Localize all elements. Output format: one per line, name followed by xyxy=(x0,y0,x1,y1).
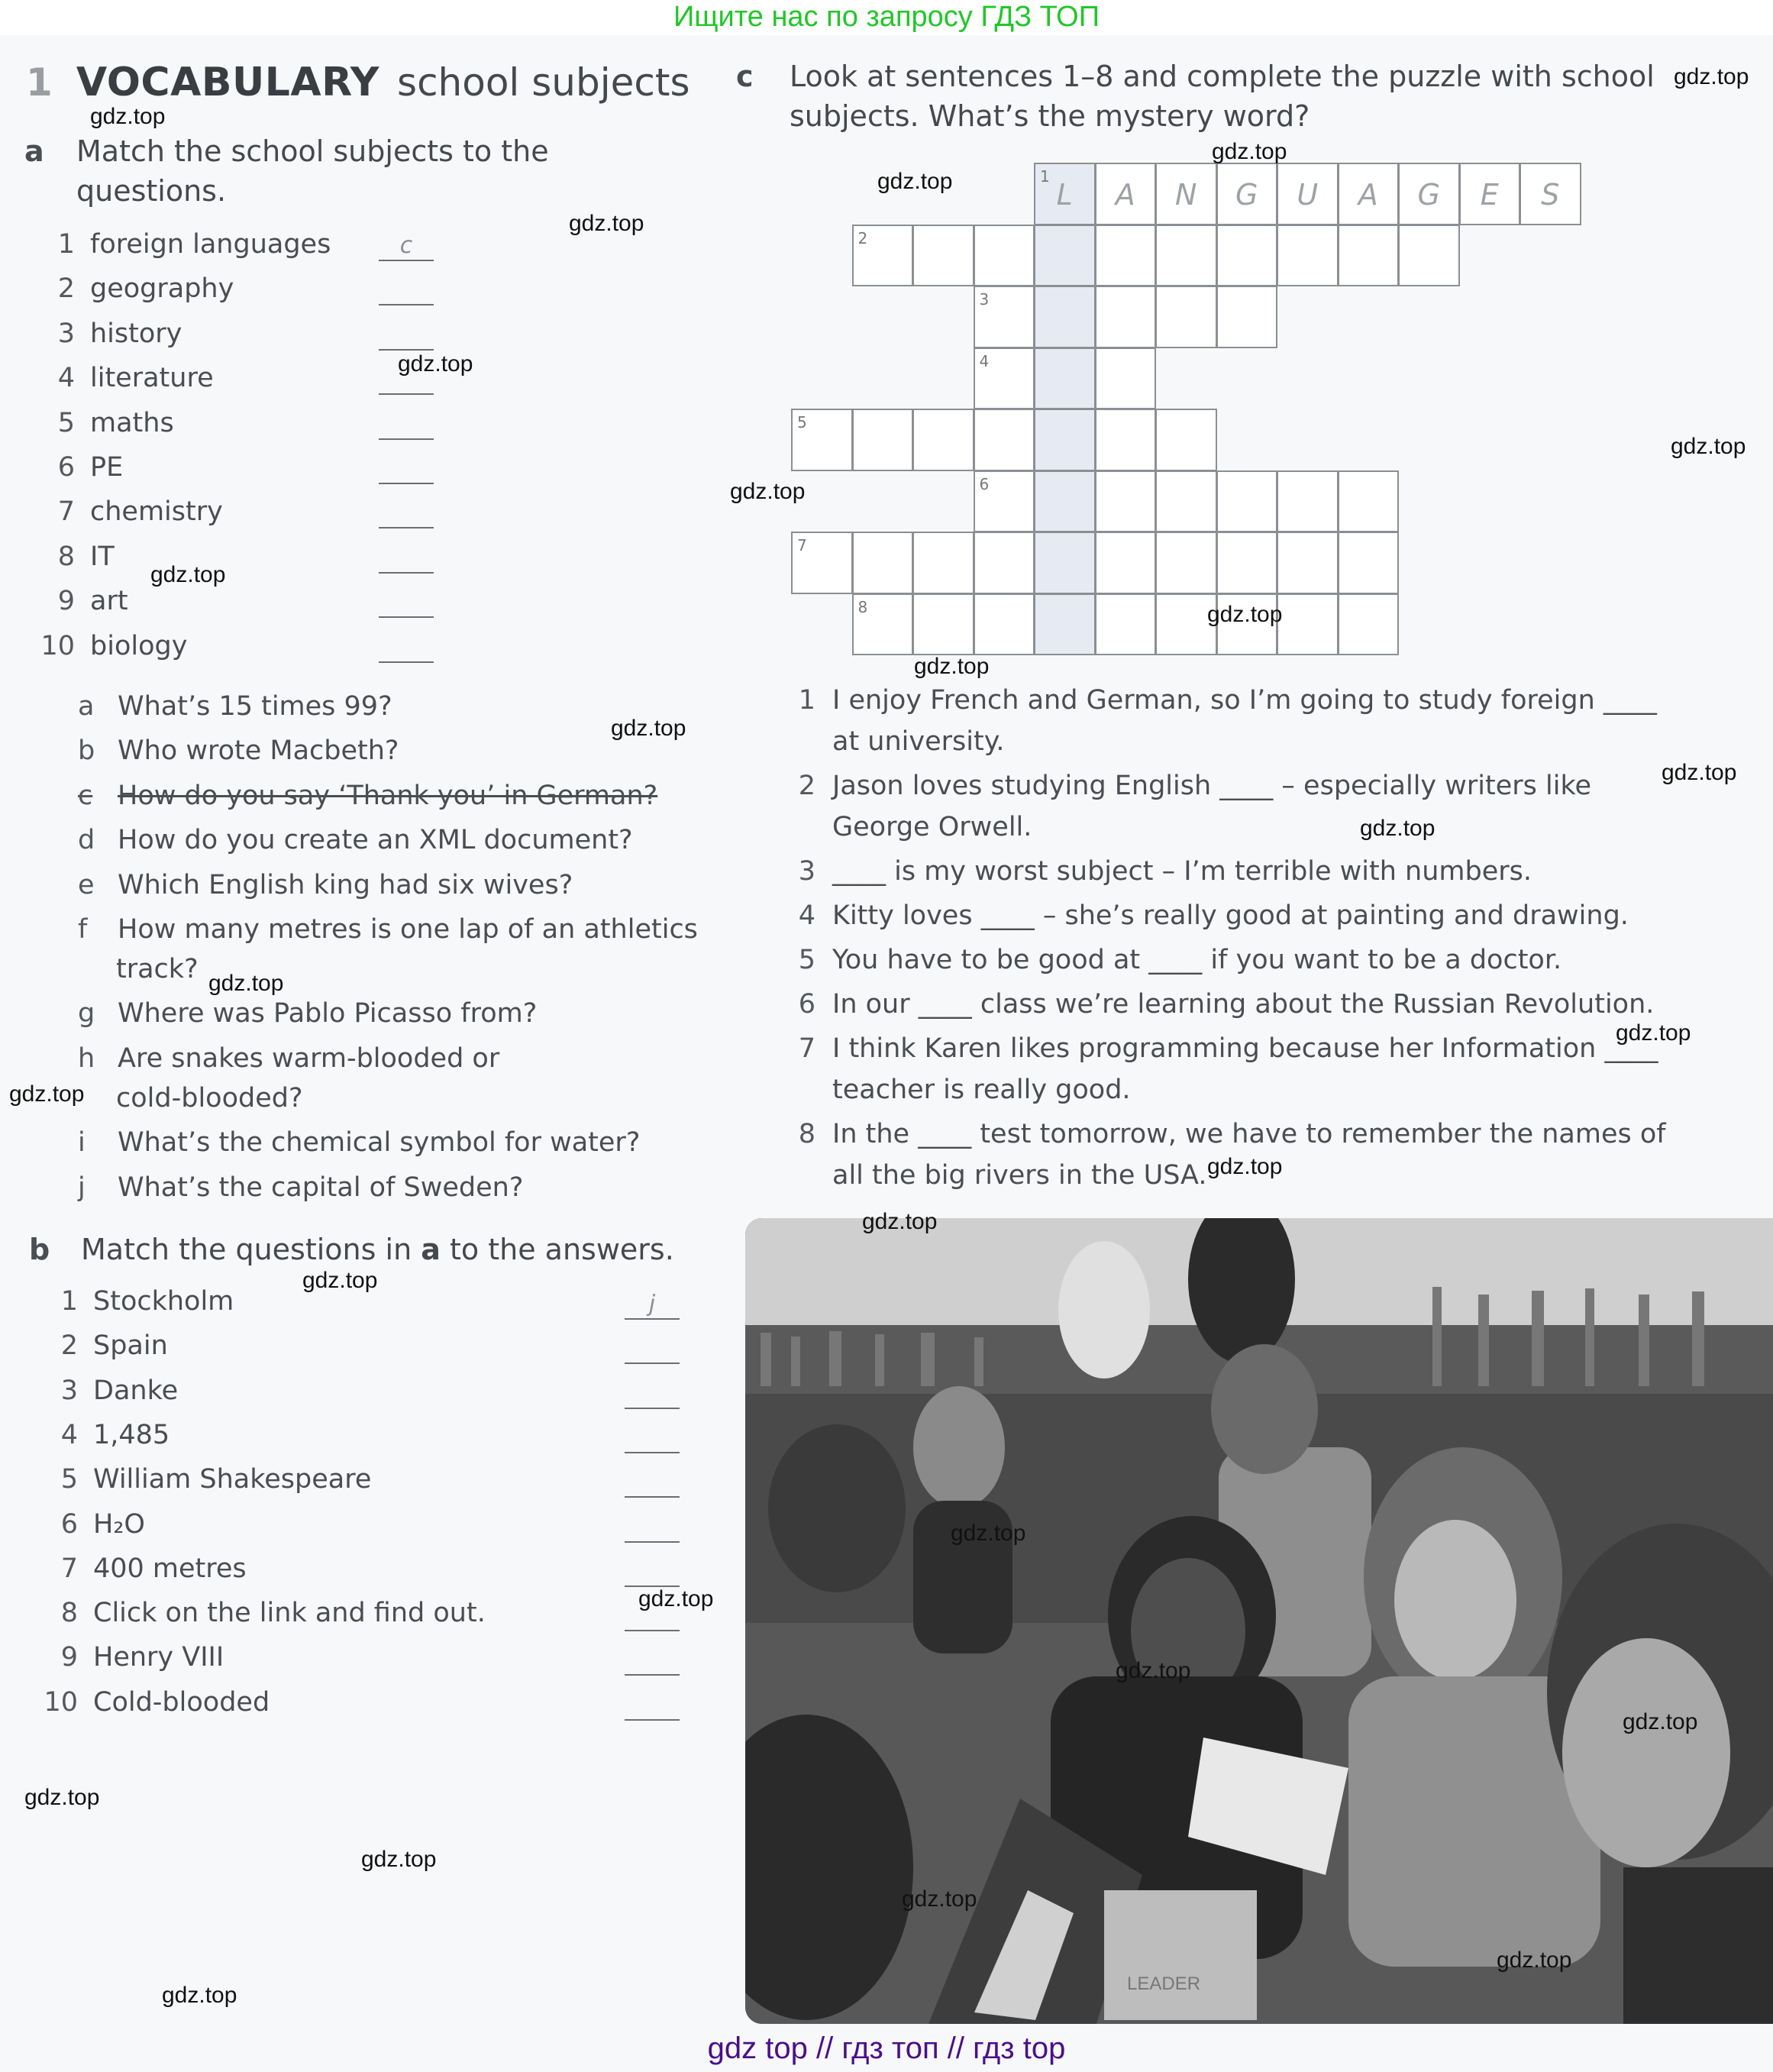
book-cover-text: LEADER xyxy=(1127,1973,1201,1994)
subject-answer-field[interactable] xyxy=(379,411,434,440)
subject-number: 7 xyxy=(57,496,75,528)
subject-number: 10 xyxy=(40,630,75,661)
footer-text: gdz top // гдз топ // гдз top xyxy=(707,2032,1066,2065)
crossword-cell[interactable] xyxy=(1459,163,1521,225)
crossword-cell[interactable] xyxy=(1034,286,1096,348)
sentence-text-continued: teacher is really good. xyxy=(832,1075,1131,1105)
answer-label: 1,485 xyxy=(93,1419,170,1450)
subject-label: PE xyxy=(90,452,124,483)
answer-number: 9 xyxy=(60,1642,78,1673)
crossword-cell[interactable] xyxy=(1095,532,1157,594)
question-item xyxy=(78,691,392,722)
watermark-text: gdz.top xyxy=(951,1521,1026,1546)
answer-label: Henry VIII xyxy=(93,1642,224,1673)
answer-item xyxy=(41,1464,371,1495)
banner-text: Ищите нас по запросу ГДЗ ТОП xyxy=(673,1,1100,33)
crossword-cell[interactable] xyxy=(1034,347,1096,410)
crossword-cell[interactable] xyxy=(1519,163,1581,225)
crossword-letter: A xyxy=(1358,178,1378,212)
crossword-clue-number: 3 xyxy=(979,290,990,309)
question-item xyxy=(78,781,657,811)
subject-answer-field[interactable] xyxy=(379,322,434,351)
subject-answer-field[interactable] xyxy=(379,455,434,484)
sentence-text-continued: all the big rivers in the USA. xyxy=(832,1160,1207,1191)
crossword-cell[interactable] xyxy=(1216,225,1278,287)
answer-number: 1 xyxy=(60,1286,78,1317)
watermark-text: gdz.top xyxy=(1207,1154,1283,1179)
answer-label: Danke xyxy=(93,1375,179,1406)
crossword-cell[interactable] xyxy=(974,470,1035,533)
watermark-text: gdz.top xyxy=(1674,64,1749,89)
crossword-cell[interactable] xyxy=(912,409,974,471)
subject-item xyxy=(38,586,128,616)
answer-number: 10 xyxy=(44,1686,78,1718)
crossword-clue-number: 8 xyxy=(857,597,868,616)
sentence-number: 2 xyxy=(798,771,815,801)
crossword-cell[interactable] xyxy=(1034,225,1096,287)
watermark-text: gdz.top xyxy=(398,351,473,377)
crossword-cell[interactable] xyxy=(1095,286,1157,348)
subject-label: art xyxy=(90,586,128,617)
answer-number: 7 xyxy=(60,1553,78,1584)
crossword-cell[interactable] xyxy=(852,532,914,594)
sentence-number: 8 xyxy=(798,1119,815,1149)
answer-item xyxy=(41,1687,270,1718)
part-b-letter: b xyxy=(29,1233,50,1266)
crossword-cell[interactable] xyxy=(1095,163,1157,225)
subject-item xyxy=(38,496,223,527)
sentence-text-continued: at university. xyxy=(832,726,1005,757)
question-text: Where was Pablo Picasso from? xyxy=(118,998,538,1030)
crossword-letter: N xyxy=(1175,178,1197,212)
sentence-item xyxy=(793,680,1657,721)
crossword-cell[interactable] xyxy=(974,286,1035,348)
crossword-cell[interactable] xyxy=(974,347,1035,410)
crossword-cell[interactable] xyxy=(791,532,853,594)
watermark-text: gdz.top xyxy=(302,1268,378,1293)
subject-label: IT xyxy=(90,541,115,572)
crossword-cell[interactable] xyxy=(1216,286,1278,348)
part-b-text-pre: Match the questions in xyxy=(81,1233,421,1266)
watermark-text: gdz.top xyxy=(1616,1020,1691,1046)
crossword-cell[interactable] xyxy=(1398,225,1460,287)
subject-label: chemistry xyxy=(90,496,223,528)
question-text: Which English king had six wives? xyxy=(118,869,573,900)
question-text: What’s the chemical symbol for water? xyxy=(118,1127,641,1159)
crossword-cell[interactable] xyxy=(1338,532,1400,594)
question-letter: g xyxy=(78,998,95,1030)
part-b-instruction xyxy=(29,1230,674,1269)
section-number: 1 xyxy=(26,60,53,105)
sentence-item xyxy=(793,1028,1658,1069)
sentence-number: 7 xyxy=(798,1033,815,1064)
subject-number: 4 xyxy=(57,363,75,394)
sentence-text: I enjoy French and German, so I’m going to study foreign ____ xyxy=(832,685,1657,716)
crossword-cell[interactable] xyxy=(1216,163,1278,225)
crossword-cell[interactable] xyxy=(974,225,1035,287)
crossword-cell[interactable] xyxy=(1034,409,1096,471)
question-item xyxy=(78,1043,499,1074)
sentence-item xyxy=(793,851,1532,892)
part-c-letter: c xyxy=(736,60,754,93)
crossword-cell[interactable] xyxy=(1277,163,1339,225)
question-letter: i xyxy=(78,1127,86,1159)
question-letter: a xyxy=(78,691,95,722)
part-c-line1: Look at sentences 1–8 and complete the puzzle with school xyxy=(790,60,1655,93)
crossword-letter: G xyxy=(1417,178,1440,212)
part-c-line2: subjects. What’s the mystery word? xyxy=(790,99,1310,133)
subject-answer-field[interactable] xyxy=(379,545,434,574)
crossword-cell[interactable] xyxy=(1095,225,1157,287)
watermark-text: gdz.top xyxy=(1671,434,1746,459)
crossword-cell[interactable] xyxy=(1155,409,1217,471)
crossword-cell[interactable] xyxy=(1034,593,1096,656)
watermark-text: gdz.top xyxy=(361,1847,437,1872)
crossword-cell[interactable] xyxy=(1338,163,1400,225)
crossword-letter: U xyxy=(1297,178,1319,212)
watermark-text: gdz.top xyxy=(1212,139,1287,164)
sentence-number: 5 xyxy=(798,945,815,975)
question-text: How many metres is one lap of an athletics xyxy=(118,914,698,945)
watermark-text: gdz.top xyxy=(90,104,166,129)
subject-answer-field[interactable] xyxy=(379,634,434,663)
crossword-cell[interactable] xyxy=(974,409,1035,471)
crossword-cell[interactable] xyxy=(974,532,1035,594)
answer-label: Click on the link and find out. xyxy=(93,1598,486,1629)
answer-field[interactable]: j xyxy=(625,1291,680,1320)
sentence-item xyxy=(793,1114,1666,1155)
subject-number: 6 xyxy=(57,452,75,483)
answer-field[interactable] xyxy=(625,1469,680,1498)
answer-number: 5 xyxy=(60,1464,78,1495)
question-text-continued: track? xyxy=(116,954,199,985)
watermark-text: gdz.top xyxy=(611,716,686,741)
search-banner xyxy=(0,0,1773,35)
subject-number: 1 xyxy=(57,229,75,260)
crossword-cell[interactable] xyxy=(1155,225,1217,287)
answer-item xyxy=(41,1509,145,1540)
question-text: Are snakes warm-blooded or xyxy=(118,1042,500,1074)
question-text: Who wrote Macbeth? xyxy=(118,735,399,767)
answer-item xyxy=(41,1642,224,1673)
crossword-cell[interactable] xyxy=(912,532,974,594)
subject-label: history xyxy=(90,318,182,349)
crossword-clue-number: 4 xyxy=(979,351,990,370)
subject-item xyxy=(38,631,187,661)
subject-item xyxy=(38,229,331,260)
watermark-text: gdz.top xyxy=(1207,602,1283,627)
crossword-cell[interactable] xyxy=(852,409,914,471)
subject-answer-field[interactable] xyxy=(379,499,434,529)
crossword-clue-number: 1 xyxy=(1040,167,1050,186)
answer-field[interactable] xyxy=(625,1380,680,1409)
crossword-letter: S xyxy=(1541,178,1560,212)
crossword-cell[interactable] xyxy=(852,225,914,287)
crossword-cell[interactable] xyxy=(791,409,853,471)
watermark-text: gdz.top xyxy=(208,971,284,996)
part-a-letter: a xyxy=(24,134,44,168)
question-item xyxy=(78,870,573,900)
students-photo xyxy=(745,1218,1773,2024)
crossword-cell[interactable] xyxy=(1034,470,1096,533)
crossword-cell[interactable] xyxy=(852,593,914,656)
part-b-text-bold: a xyxy=(421,1233,441,1266)
question-text: How do you say ‘Thank you’ in German? xyxy=(118,780,658,811)
question-letter: e xyxy=(78,869,95,900)
sentence-item xyxy=(793,895,1629,936)
answer-number: 2 xyxy=(60,1330,78,1362)
sentence-text: I think Karen likes programming because her Information ____ xyxy=(832,1033,1658,1064)
sentence-number: 1 xyxy=(798,685,815,716)
subject-label: biology xyxy=(90,630,188,661)
sentence-text: In our ____ class we’re learning about the Russian Revolution. xyxy=(832,989,1655,1020)
crossword-cell[interactable] xyxy=(974,593,1035,656)
sentence-number: 3 xyxy=(798,856,815,887)
section-title: VOCABULARY xyxy=(76,60,379,105)
part-a-line2: questions. xyxy=(76,174,227,208)
crossword-cell[interactable] xyxy=(1216,470,1278,533)
crossword-cell[interactable] xyxy=(1155,286,1217,348)
part-b-text-post: to the answers. xyxy=(440,1233,674,1266)
crossword-clue-number: 2 xyxy=(857,228,868,247)
crossword-cell[interactable] xyxy=(1095,593,1157,656)
question-item xyxy=(78,1127,640,1158)
crossword-cell[interactable] xyxy=(1155,163,1217,225)
crossword-cell[interactable] xyxy=(1034,163,1096,225)
question-item xyxy=(78,1172,523,1203)
subject-label: geography xyxy=(90,273,234,305)
answer-number: 4 xyxy=(60,1419,78,1450)
crossword-clue-number: 5 xyxy=(797,413,807,432)
answer-item xyxy=(41,1420,170,1450)
answer-field[interactable] xyxy=(625,1692,680,1721)
watermark-text: gdz.top xyxy=(638,1586,714,1611)
subject-label: maths xyxy=(90,407,174,438)
watermark-text: gdz.top xyxy=(862,1209,938,1234)
answer-field[interactable] xyxy=(625,1424,680,1453)
section-subtitle: school subjects xyxy=(397,60,690,105)
question-letter: j xyxy=(78,1172,86,1203)
sentence-item xyxy=(793,984,1654,1025)
watermark-text: gdz.top xyxy=(1623,1709,1698,1734)
answer-label: 400 metres xyxy=(93,1553,247,1584)
subject-answer-field[interactable] xyxy=(379,589,434,618)
subject-number: 2 xyxy=(57,273,75,305)
sentence-text: Kitty loves ____ – she’s really good at painting and drawing. xyxy=(832,900,1629,931)
crossword-cell[interactable] xyxy=(1277,593,1339,656)
crossword-cell[interactable] xyxy=(1095,347,1157,410)
watermark-text: gdz.top xyxy=(162,1983,237,2008)
sentence-text-continued: George Orwell. xyxy=(832,812,1032,842)
answer-field[interactable] xyxy=(625,1647,680,1676)
answer-item xyxy=(41,1286,234,1317)
part-a-line1: Match the school subjects to the xyxy=(76,134,549,168)
subject-item xyxy=(38,363,214,393)
answer-item xyxy=(41,1598,486,1628)
watermark-text: gdz.top xyxy=(24,1785,100,1810)
watermark-text: gdz.top xyxy=(914,654,990,679)
subject-number: 5 xyxy=(57,407,75,438)
crossword-cell[interactable] xyxy=(1277,532,1339,594)
crossword-cell[interactable] xyxy=(1338,470,1400,533)
crossword-clue-number: 7 xyxy=(797,536,807,554)
question-letter: c xyxy=(78,780,93,811)
crossword-cell[interactable] xyxy=(1216,532,1278,594)
crossword-cell[interactable] xyxy=(1155,470,1217,533)
crossword-letter: L xyxy=(1056,178,1073,212)
question-letter: d xyxy=(78,825,95,856)
subject-label: literature xyxy=(90,363,214,394)
sentence-number: 6 xyxy=(798,989,815,1020)
subject-item xyxy=(38,408,174,438)
answer-label: Stockholm xyxy=(93,1286,234,1317)
question-text: How do you create an XML document? xyxy=(118,825,633,856)
answer-number: 8 xyxy=(60,1598,78,1629)
answer-field[interactable] xyxy=(625,1514,680,1543)
question-letter: h xyxy=(78,1042,95,1074)
crossword-cell[interactable] xyxy=(1338,593,1400,656)
part-c-instruction xyxy=(736,57,1655,136)
crossword-cell[interactable] xyxy=(912,225,974,287)
sentence-text: Jason loves studying English ____ – especially writers like xyxy=(832,771,1592,801)
question-item xyxy=(78,998,537,1029)
watermark-text: gdz.top xyxy=(902,1886,977,1912)
crossword-puzzle xyxy=(791,163,1581,656)
subject-label: foreign languages xyxy=(90,229,331,260)
watermark-text: gdz.top xyxy=(877,169,953,194)
crossword-cell[interactable] xyxy=(1277,470,1339,533)
answer-item xyxy=(41,1375,178,1406)
subject-item xyxy=(38,452,123,483)
sentence-text: ____ is my worst subject – I’m terrible with numbers. xyxy=(832,856,1532,887)
crossword-letter: E xyxy=(1480,178,1499,212)
answer-field[interactable] xyxy=(625,1558,680,1587)
sentence-item xyxy=(793,939,1561,981)
sentence-number: 4 xyxy=(798,900,815,931)
watermark-text: gdz.top xyxy=(569,211,644,236)
crossword-cell[interactable] xyxy=(1398,163,1460,225)
crossword-cell[interactable] xyxy=(1034,532,1096,594)
sentence-text: You have to be good at ____ if you want to be a doctor. xyxy=(832,945,1562,975)
subject-number: 9 xyxy=(57,586,75,617)
answer-label: Spain xyxy=(93,1330,168,1362)
subject-item xyxy=(38,541,115,572)
crossword-clue-number: 6 xyxy=(979,474,990,493)
answer-item xyxy=(41,1553,247,1584)
crossword-cell[interactable] xyxy=(1338,225,1400,287)
watermark-text: gdz.top xyxy=(1360,816,1436,841)
subject-number: 3 xyxy=(57,318,75,349)
question-letter: b xyxy=(78,735,95,767)
question-text: What’s 15 times 99? xyxy=(118,691,392,722)
subject-number: 8 xyxy=(57,541,75,572)
watermark-text: gdz.top xyxy=(1662,760,1737,785)
crossword-cell[interactable] xyxy=(1095,470,1157,533)
watermark-text: gdz.top xyxy=(1497,1948,1572,1973)
crossword-letter: A xyxy=(1115,178,1135,212)
sentence-text: In the ____ test tomorrow, we have to remember the names of xyxy=(832,1119,1666,1149)
subject-item xyxy=(38,318,182,349)
crossword-cell[interactable] xyxy=(1155,532,1217,594)
photo-illustration xyxy=(745,1218,1773,2024)
question-item xyxy=(78,914,698,945)
question-item xyxy=(78,825,633,855)
answer-label: William Shakespeare xyxy=(93,1464,372,1495)
answer-field[interactable] xyxy=(625,1335,680,1364)
question-text-continued: cold-blooded? xyxy=(116,1083,303,1114)
answer-label: H₂O xyxy=(93,1508,145,1540)
section-header xyxy=(26,60,690,105)
answer-number: 3 xyxy=(60,1375,78,1406)
subject-answer-field[interactable] xyxy=(379,276,434,305)
watermark-text: gdz.top xyxy=(9,1081,85,1107)
subject-item xyxy=(38,273,234,304)
answer-label: Cold-blooded xyxy=(93,1686,270,1718)
crossword-cell[interactable] xyxy=(1095,409,1157,471)
question-letter: f xyxy=(78,914,88,945)
answer-item xyxy=(41,1330,168,1361)
question-item xyxy=(78,735,399,766)
watermark-text: gdz.top xyxy=(1116,1658,1191,1683)
footer-links xyxy=(0,2032,1773,2066)
watermark-text: gdz.top xyxy=(150,562,226,587)
watermark-text: gdz.top xyxy=(730,479,806,504)
sentence-item xyxy=(793,765,1591,806)
crossword-letter: G xyxy=(1235,178,1258,212)
crossword-cell[interactable] xyxy=(1277,225,1339,287)
answer-number: 6 xyxy=(60,1508,78,1540)
subject-answer-field[interactable]: c xyxy=(379,232,434,261)
question-text: What’s the capital of Sweden? xyxy=(118,1172,524,1203)
part-a-instruction xyxy=(24,131,549,211)
crossword-cell[interactable] xyxy=(912,593,974,656)
